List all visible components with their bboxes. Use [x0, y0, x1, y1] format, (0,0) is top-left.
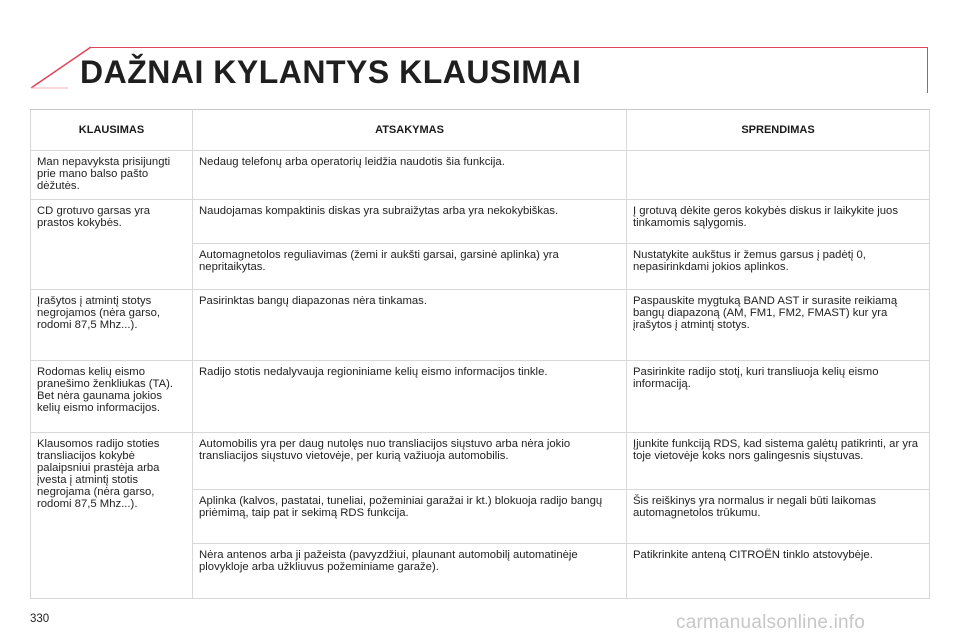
answer-cell: Pasirinktas bangų diapazonas nėra tinkamas.	[193, 290, 627, 361]
header-question: KLAUSIMAS	[31, 110, 193, 151]
question-cell: Įrašytos į atmintį stotys negrojamos (nėra garso, rodomi 87,5 Mhz...).	[31, 290, 193, 361]
question-cell: Rodomas kelių eismo pranešimo ženkliukas (TA). Bet nėra gaunama jokios kelių eismo informacijos.	[31, 361, 193, 433]
solution-cell: Į grotuvą dėkite geros kokybės diskus ir laikykite juos tinkamomis sąlygomis.	[627, 200, 930, 244]
question-cell: Man nepavyksta prisijungti prie mano balso pašto dėžutės.	[31, 151, 193, 200]
solution-cell	[627, 151, 930, 200]
table-row	[31, 200, 930, 244]
watermark-text: carmanualsonline.info	[676, 612, 866, 633]
solution-cell: Nustatykite aukštus ir žemus garsus į padėtį 0, nepasirinkdami jokios aplinkos.	[627, 244, 930, 290]
page-number: 330	[30, 613, 50, 625]
answer-cell: Nedaug telefonų arba operatorių leidžia naudotis šia funkcija.	[193, 151, 627, 200]
answer-cell: Naudojamas kompaktinis diskas yra subraižytas arba yra nekokybiškas.	[193, 200, 627, 244]
answer-cell: Nėra antenos arba ji pažeista (pavyzdžiui, plaunant automobilį automatinėje plovykloje arba užkliuvus požeminiame garaže).	[193, 544, 627, 599]
header-answer: ATSAKYMAS	[193, 110, 627, 151]
solution-cell: Patikrinkite anteną CITROËN tinklo atstovybėje.	[627, 544, 930, 599]
header-solution: SPRENDIMAS	[627, 110, 930, 151]
answer-cell: Radijo stotis nedalyvauja regioniniame kelių eismo informacijos tinkle.	[193, 361, 627, 433]
faq-table	[30, 109, 930, 599]
answer-cell: Automobilis yra per daug nutolęs nuo transliacijos siųstuvo arba nėra jokio transliacijos siųstuvo vietovėje, per kurią važiuoja automobilis.	[193, 433, 627, 490]
table-row	[31, 290, 930, 361]
question-cell: Klausomos radijo stoties transliacijos kokybė palaipsniui prastėja arba įvesta į atmintį stotis negrojama (nėra garso, rodomi 87,5 Mhz...).	[31, 433, 193, 599]
page-title: DAŽNAI KYLANTYS KLAUSIMAI	[80, 54, 582, 90]
table-row	[31, 433, 930, 490]
solution-cell: Pasirinkite radijo stotį, kuri transliuoja kelių eismo informaciją.	[627, 361, 930, 433]
table-row	[31, 361, 930, 433]
header-frame-top-line	[90, 47, 928, 48]
solution-cell: Paspauskite mygtuką BAND AST ir surasite reikiamą bangų diapazoną (AM, FM1, FM2, FMAST) kur yra įrašytos į atmintį stotys.	[627, 290, 930, 361]
solution-cell: Įjunkite funkciją RDS, kad sistema galėtų patikrinti, ar yra toje vietovėje koks nors galingesnis siųstuvas.	[627, 433, 930, 490]
answer-cell: Aplinka (kalvos, pastatai, tuneliai, požeminiai garažai ir kt.) blokuoja radijo bangų priėmimą, taip pat ir sekimą RDS funkcija.	[193, 490, 627, 544]
answer-cell: Automagnetolos reguliavimas (žemi ir aukšti garsai, garsinė aplinka) yra nepritaikytas.	[193, 244, 627, 290]
table-row	[31, 151, 930, 200]
question-cell: CD grotuvo garsas yra prastos kokybės.	[31, 200, 193, 290]
faq-header-row	[31, 110, 930, 151]
solution-cell: Šis reiškinys yra normalus ir negali būti laikomas automagnetolos trūkumu.	[627, 490, 930, 544]
header-frame-right-line	[927, 47, 928, 93]
